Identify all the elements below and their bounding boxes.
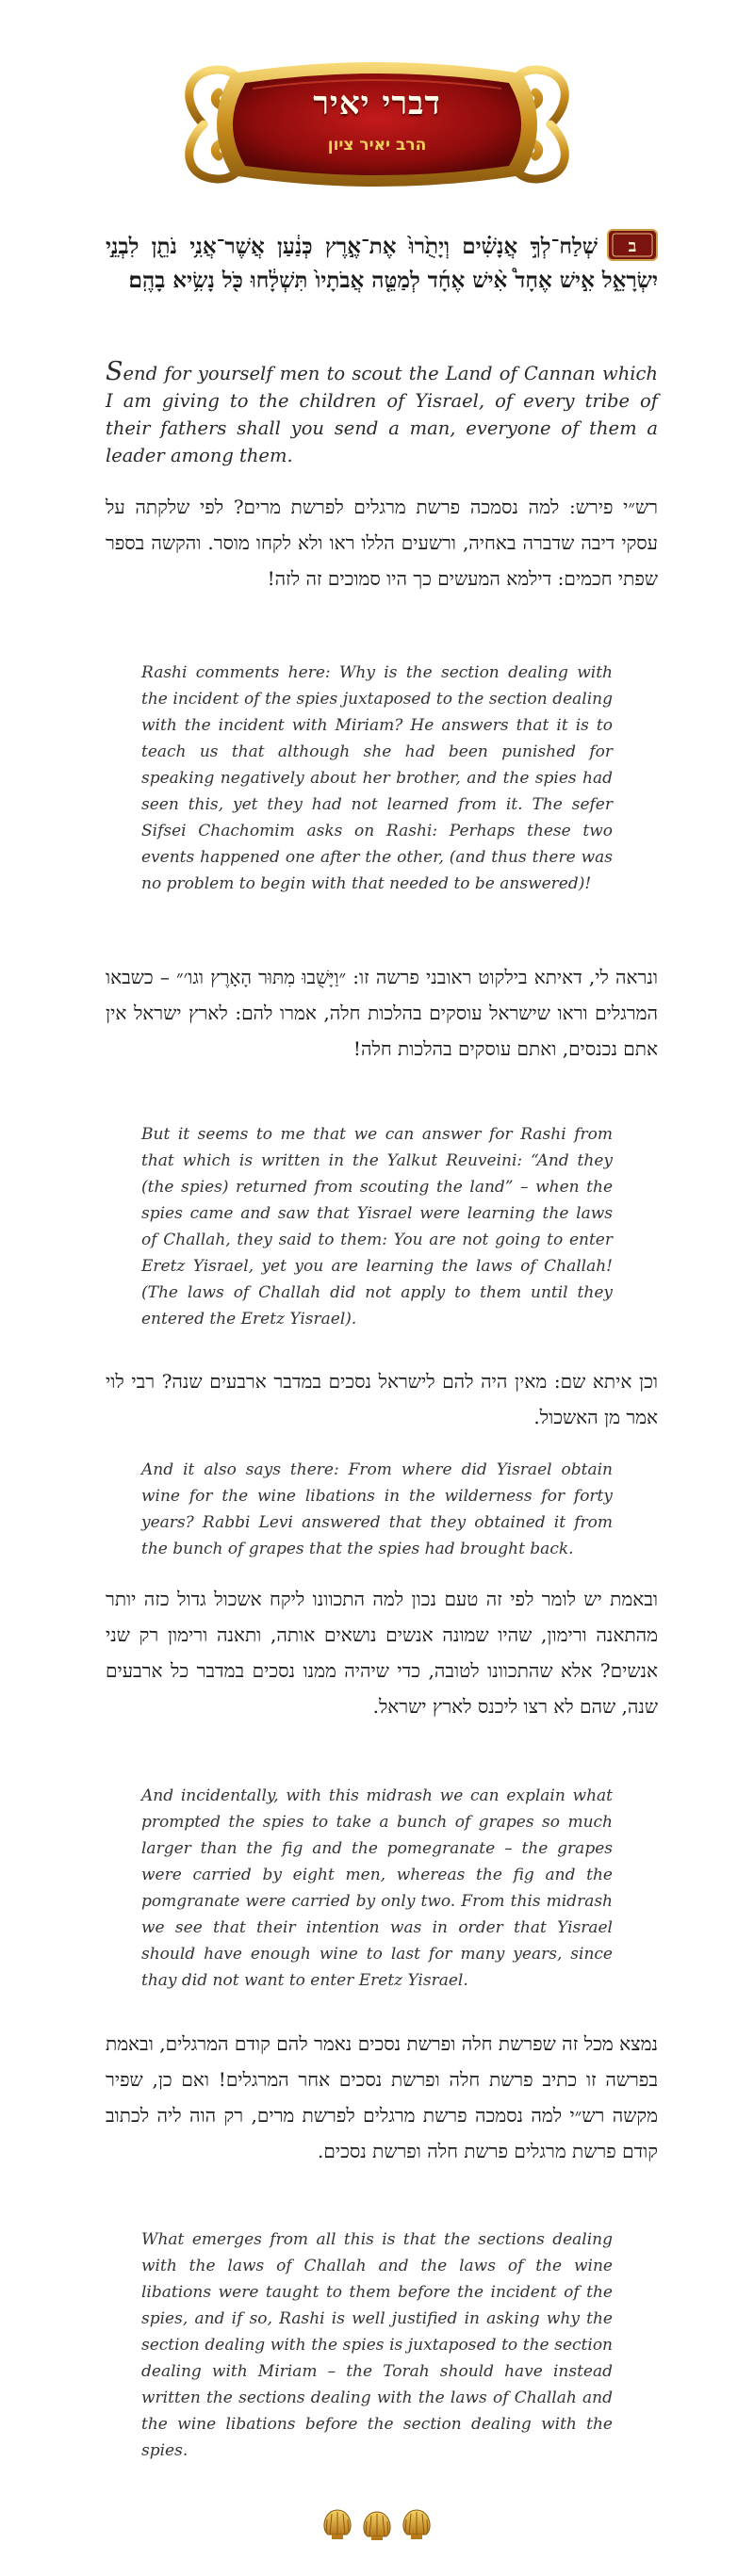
pasuk-number: ב	[628, 236, 637, 256]
hebrew-paragraph: וכן איתא שם: מאין היה להם לישראל נסכים במדבר ארבעים שנה? רבי לוי אמר מן האשכול.	[106, 1370, 658, 1428]
scroll-banner-graphic	[175, 55, 579, 194]
hebrew-paragraph: ובאמת יש לומר לפי זה טעם נכון למה התכוונו ליקח אשכול גדול כזה יותר מהתאנה ורימון, שהיו שמונה אנשים נושאים אותה, ותאנה ורימון רק שני אנשים? אלא שהתכוונו לטובה, כדי שיהיה ממנו נסכים במדבר כל ארבעים שנה, שהם לא רצו ליכנס לארץ ישראל.	[106, 1588, 658, 1718]
pasuk-translation	[106, 358, 658, 469]
pasuk-translation-text: end for yourself men to scout the Land of Cannan which I am giving to the children of Yisrael, of every tribe of their fathers shall you send a man, everyone of them a leader among them.	[106, 363, 658, 466]
pasuk-number-badge	[607, 229, 658, 261]
drop-cap: S	[106, 357, 123, 386]
english-paragraph: And incidentally, with this midrash we can explain what prompted the spies to take a bunch of grapes so much larger than the fig and the pomegranate – the grapes were carried by eight men, whereas the fig and the pomgranate were carried by only two. From this midrash we see that their intention was in order that Yisrael should have enough wine to last for many years, since thay did not want to enter Eretz Yisrael.	[141, 1786, 613, 1990]
shell-icon	[324, 2510, 351, 2539]
english-paragraph: What emerges from all this is that the sections dealing with the laws of Challah and the laws of the wine libations were taught to them before the incident of the spies, and if so, Rashi is well justified in asking why the section dealing with the spies is juxtaposed to the section dealing with Miriam – the Torah should have instead written the sections dealing with the laws of Challah and the wine libations before the section dealing with the spies.	[141, 2230, 613, 2460]
shell-icon	[364, 2512, 390, 2540]
pasuk-text-block	[106, 229, 658, 298]
logo-badge	[175, 55, 579, 194]
english-paragraph: Rashi comments here: Why is the section dealing with the incident of the spies juxtaposed to the section dealing with the incident with Miriam? He answers that it is to teach us that although she had been punished for speaking negatively about her brother, and the spies had seen this, yet they had not learned from it. The sefer Sifsei Chachomim asks on Rashi: Perhaps these two events happened one after the other, (and thus there was no problem to begin with that needed to be answered)!	[141, 663, 613, 893]
hebrew-paragraph: רש״י פירש: למה נסמכה פרשת מרגלים לפרשת מרים? לפי שלקתה על עסקי דיבה שדברה באחיה, ורשעים הללו ראו ולא לקחו מוסר. והקשה בספר שפתי חכמים: דילמא המעשים כך היו סמוכים זה לזה!	[106, 496, 658, 590]
shell-icon	[403, 2510, 430, 2539]
end-divider	[319, 2506, 435, 2540]
hebrew-paragraph: נמצא מכל זה שפרשת חלה ופרשת נסכים נאמר להם קודם המרגלים, ובאמת בפרשה זו כתיב פרשת חלה ופרשת נסכים אחר המרגלים! ואם כן, שפיר מקשה רש״י למה נסמכה פרשת מרגלים לפרשת מרים, רק הוה ליה לכתוב קודם פרשת מרגלים פרשת חלה ופרשת נסכים.	[106, 2032, 658, 2162]
logo-subtitle: הרב יאיר ציון	[327, 136, 427, 155]
pasuk-hebrew: שְׁלַח־לְךָ֣ אֲנָשִׁ֗ים וְיָתֻ֙רוּ֙ אֶת־אֶ֣רֶץ כְּנַ֔עַן אֲשֶׁר־אֲנִ֥י נֹתֵ֖ן לִבְנֵ֣י יִשְׂרָאֵ֑ל אִ֣ישׁ אֶחָד֩ אִ֨ישׁ אֶחָ֜ד לְמַטֵּ֤ה אֲבֹתָיו֙ תִּשְׁלָ֔חוּ כֹּ֖ל נָשִׂ֥יא בָהֶֽם׃	[106, 234, 658, 293]
logo-title: דברי יאיר	[313, 85, 441, 122]
english-paragraph: And it also says there: From where did Yisrael obtain wine for the wine libations in the wilderness for forty years? Rabbi Levi answered that they obtained it from the bunch of grapes that the spies had brought back.	[141, 1460, 613, 1558]
hebrew-paragraph: ונראה לי, דאיתא בילקוט ראובני פרשה זו: ״וַיָּשֻׁבוּ מִתּוּר הָאָרֶץ וגו׳״ – כשבאו המרגלים וראו שישראל עוסקים בהלכות חלה, אמרו להם: לארץ ישראל אין אתם נכנסים, ואתם עוסקים בהלכות חלה!	[106, 966, 658, 1060]
english-paragraph: But it seems to me that we can answer for Rashi from that which is written in the Yalkut Reuveini: “And they (the spies) returned from scouting the land” – when the spies came and saw that Yisrael were learning the laws of Challah, they said to them: You are not going to enter Eretz Yisrael, yet you are learning the laws of Challah! (The laws of Challah did not apply to them until they entered the Eretz Yisrael).	[141, 1125, 613, 1329]
